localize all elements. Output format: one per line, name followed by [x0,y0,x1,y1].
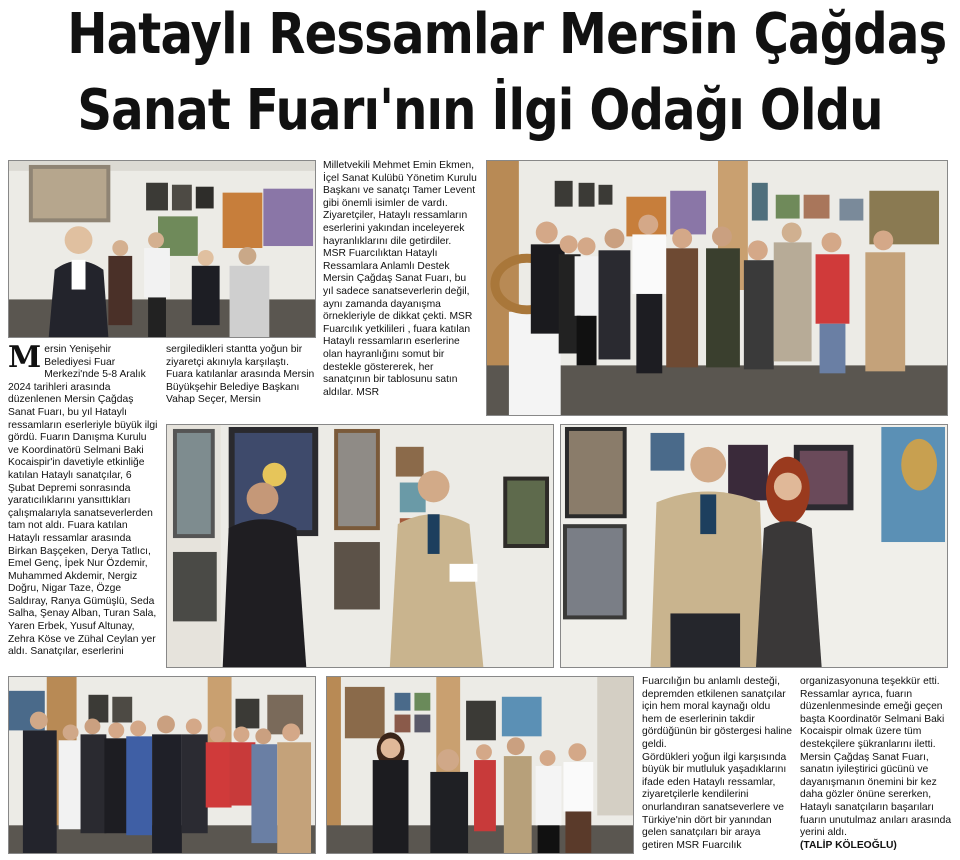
article-column-2 [166,344,316,420]
article-paragraph: sergiledikleri stantta yoğun bir ziyaretçi akınıyla karşılaştı. Fuara katılanlar arasında Mersin Büyükşehir Belediye Başkanı Vahap Seçer, Mersin [166,344,315,406]
byline: (TALİP KÖLEOĞLU) [800,839,897,851]
photo-group-with-sculpture [486,160,948,416]
photo-men-viewing-paintings [166,424,554,668]
article-paragraph: Milletvekili Mehmet Emin Ekmen, İçel Sanat Kulübü Yönetim Kurulu Başkanı ve sanatçı Tamer Levent gibi önemli isimler de vardı. Ziyaretçiler, Hataylı ressamların eserlerini yakından inceleyerek hayranlıklarını dile getirdiler. [323,160,477,247]
article-paragraph: organizasyonuna teşekkür etti. Ressamlar ayrıca, fuarın düzenlenmesinde emeği geçen başta Koordinatör Selmani Baki Kocaispir olmak üzere tüm destekçilere şükranlarını iletti. [800,676,945,750]
article-column-4 [642,676,792,856]
photo-man-and-woman-talking [560,424,948,668]
article-lead-text: ersin Yenişehir Belediyesi Fuar Merkezi'nde 5-8 Aralık 2024 tarihleri arasında düzenlenen Mersin Çağdaş Sanat Fuarı, bu yıl Hataylı ressamların eserleriyle büyük ilgi gördü. Fuarın Danışma Kurulu ve Koordinatörü Selmani Baki Kocaispir'in davetiyle etkinliğe katılan Hataylı sanatçılar, 6 Şubat Depremi sonrasında yaratıcılıklarını yansıttıkları çalışmalarıyla sanatseverlerden tam not aldı. Fuara katılan Hataylı ressamlar arasında Birkan Başçeken, Derya Tatlıcı, Emel Genç, İpek Nur Özdemir, Muhammed Akdemir, Nergiz Doğru, Nigar Taze, Özge Saldıray, Ranya Gümüşlü, Seda Salha, Şenay Alban, Turan Sala, Yaren Erbek, Yusuf Altunay, Zehra Köse ve Zühal Ceylan yer aldı. Sanatçılar, eserlerini [8,344,158,658]
headline-line-1: Hataylı Ressamlar Mersin Çağdaş [67,2,947,67]
photo-group-bottom-middle [326,676,634,854]
headline-line-2: Sanat Fuarı'nın İlgi Odağı Oldu [77,78,883,143]
photo-group-bottom-left [8,676,316,854]
article-paragraph: Mersin Çağdaş Sanat Fuarı, sanatın iyileştirici gücünü ve dayanışmanın önemini bir kez daha gözler önüne sererken, Hataylı sanatçıların başarıları fuarın unutulmaz anıları arasında yerini aldı. [800,751,952,839]
article-column-1 [8,344,158,670]
article-paragraph: Fuarcılığın bu anlamlı desteği, depremden etkilenen sanatçılar için hem moral kaynağı oldu hem de eserlerinin takdir gördüğünün bir göstergesi haline geldi. [642,676,792,750]
drop-cap: M [8,344,42,375]
article-paragraph: MSR Fuarcılıktan Hataylı Ressamlara Anlamlı Destek Mersin Çağdaş Sanat Fuarı, bu yıl sadece sanatseverlerin değil, aynı zamanda dayanışma örnekleriyle de dikkat çekti. MSR Fuarcılık yetkilileri , fuara katılan Hataylı ressamların eserlerine olan hayranlığını somut bir destekle göstererek, her sanatçının bir tablosunu satın aldılar. MSR [323,248,473,398]
article-column-5 [800,676,952,856]
article-paragraph: Gördükleri yoğun ilgi karşısında büyük bir mutluluk yaşadıklarını ifade eden Hataylı ressamlar, ziyaretçilerle kendilerini onurlandıran sanatseverlere ve Türkiye'nin dört bir yanından gelen sanatçıları bir araya getiren MSR Fuarcılık [642,751,787,851]
article-column-3 [323,160,479,416]
photo-gallery-visitors [8,160,316,338]
